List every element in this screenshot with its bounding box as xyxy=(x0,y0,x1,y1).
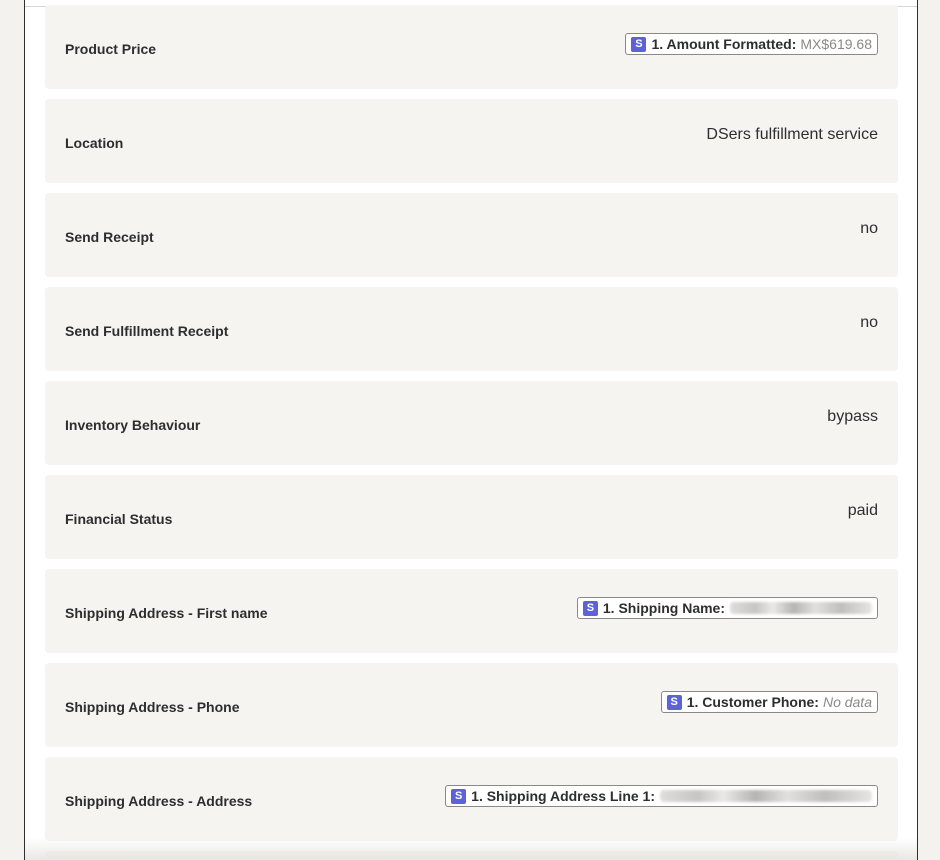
field-mapping-panel xyxy=(24,0,918,860)
field-row-send-receipt[interactable] xyxy=(45,193,898,277)
field-label: Shipping Address - First name xyxy=(65,605,268,621)
field-label: Inventory Behaviour xyxy=(65,417,201,433)
shopify-app-icon: S xyxy=(667,695,682,710)
field-label: Financial Status xyxy=(65,511,173,527)
field-row-shipping-phone[interactable] xyxy=(45,663,898,747)
field-label: Shipping Address - Address xyxy=(65,793,253,809)
field-row-location[interactable] xyxy=(45,99,898,183)
mapped-value-pill[interactable] xyxy=(661,691,878,713)
field-value: no xyxy=(860,220,878,237)
field-row-product-price[interactable] xyxy=(45,5,898,89)
field-label: Shipping Address - Phone xyxy=(65,699,240,715)
field-label: Product Price xyxy=(65,41,157,57)
field-row-shipping-address[interactable] xyxy=(45,757,898,841)
field-value: no xyxy=(860,314,878,331)
pill-value: No data xyxy=(822,694,872,710)
scroll-fade xyxy=(25,838,917,860)
field-label: Send Fulfillment Receipt xyxy=(65,323,229,339)
field-row-financial-status[interactable] xyxy=(45,475,898,559)
mapped-value-pill[interactable] xyxy=(445,785,878,807)
field-row-inventory-behaviour[interactable] xyxy=(45,381,898,465)
field-value: bypass xyxy=(827,408,878,425)
pill-key: 1. Amount Formatted: xyxy=(651,36,797,52)
redacted-value xyxy=(730,602,872,614)
field-label: Location xyxy=(65,135,124,151)
field-value: DSers fulfillment service xyxy=(706,126,878,143)
shopify-app-icon: S xyxy=(451,789,466,804)
field-row-shipping-first-name[interactable] xyxy=(45,569,898,653)
shopify-app-icon: S xyxy=(631,37,646,52)
pill-key: 1. Shipping Address Line 1: xyxy=(471,788,655,804)
pill-value: MX$619.68 xyxy=(800,36,872,52)
mapped-value-pill[interactable] xyxy=(577,597,878,619)
pill-key: 1. Shipping Name: xyxy=(602,600,725,616)
pill-key: 1. Customer Phone: xyxy=(686,694,819,710)
field-list xyxy=(45,5,898,860)
mapped-value-pill[interactable] xyxy=(625,33,878,55)
redacted-value xyxy=(660,790,872,802)
field-value: paid xyxy=(847,502,878,519)
field-row-send-fulfillment-receipt[interactable] xyxy=(45,287,898,371)
field-label: Send Receipt xyxy=(65,229,154,245)
shopify-app-icon: S xyxy=(583,601,598,616)
